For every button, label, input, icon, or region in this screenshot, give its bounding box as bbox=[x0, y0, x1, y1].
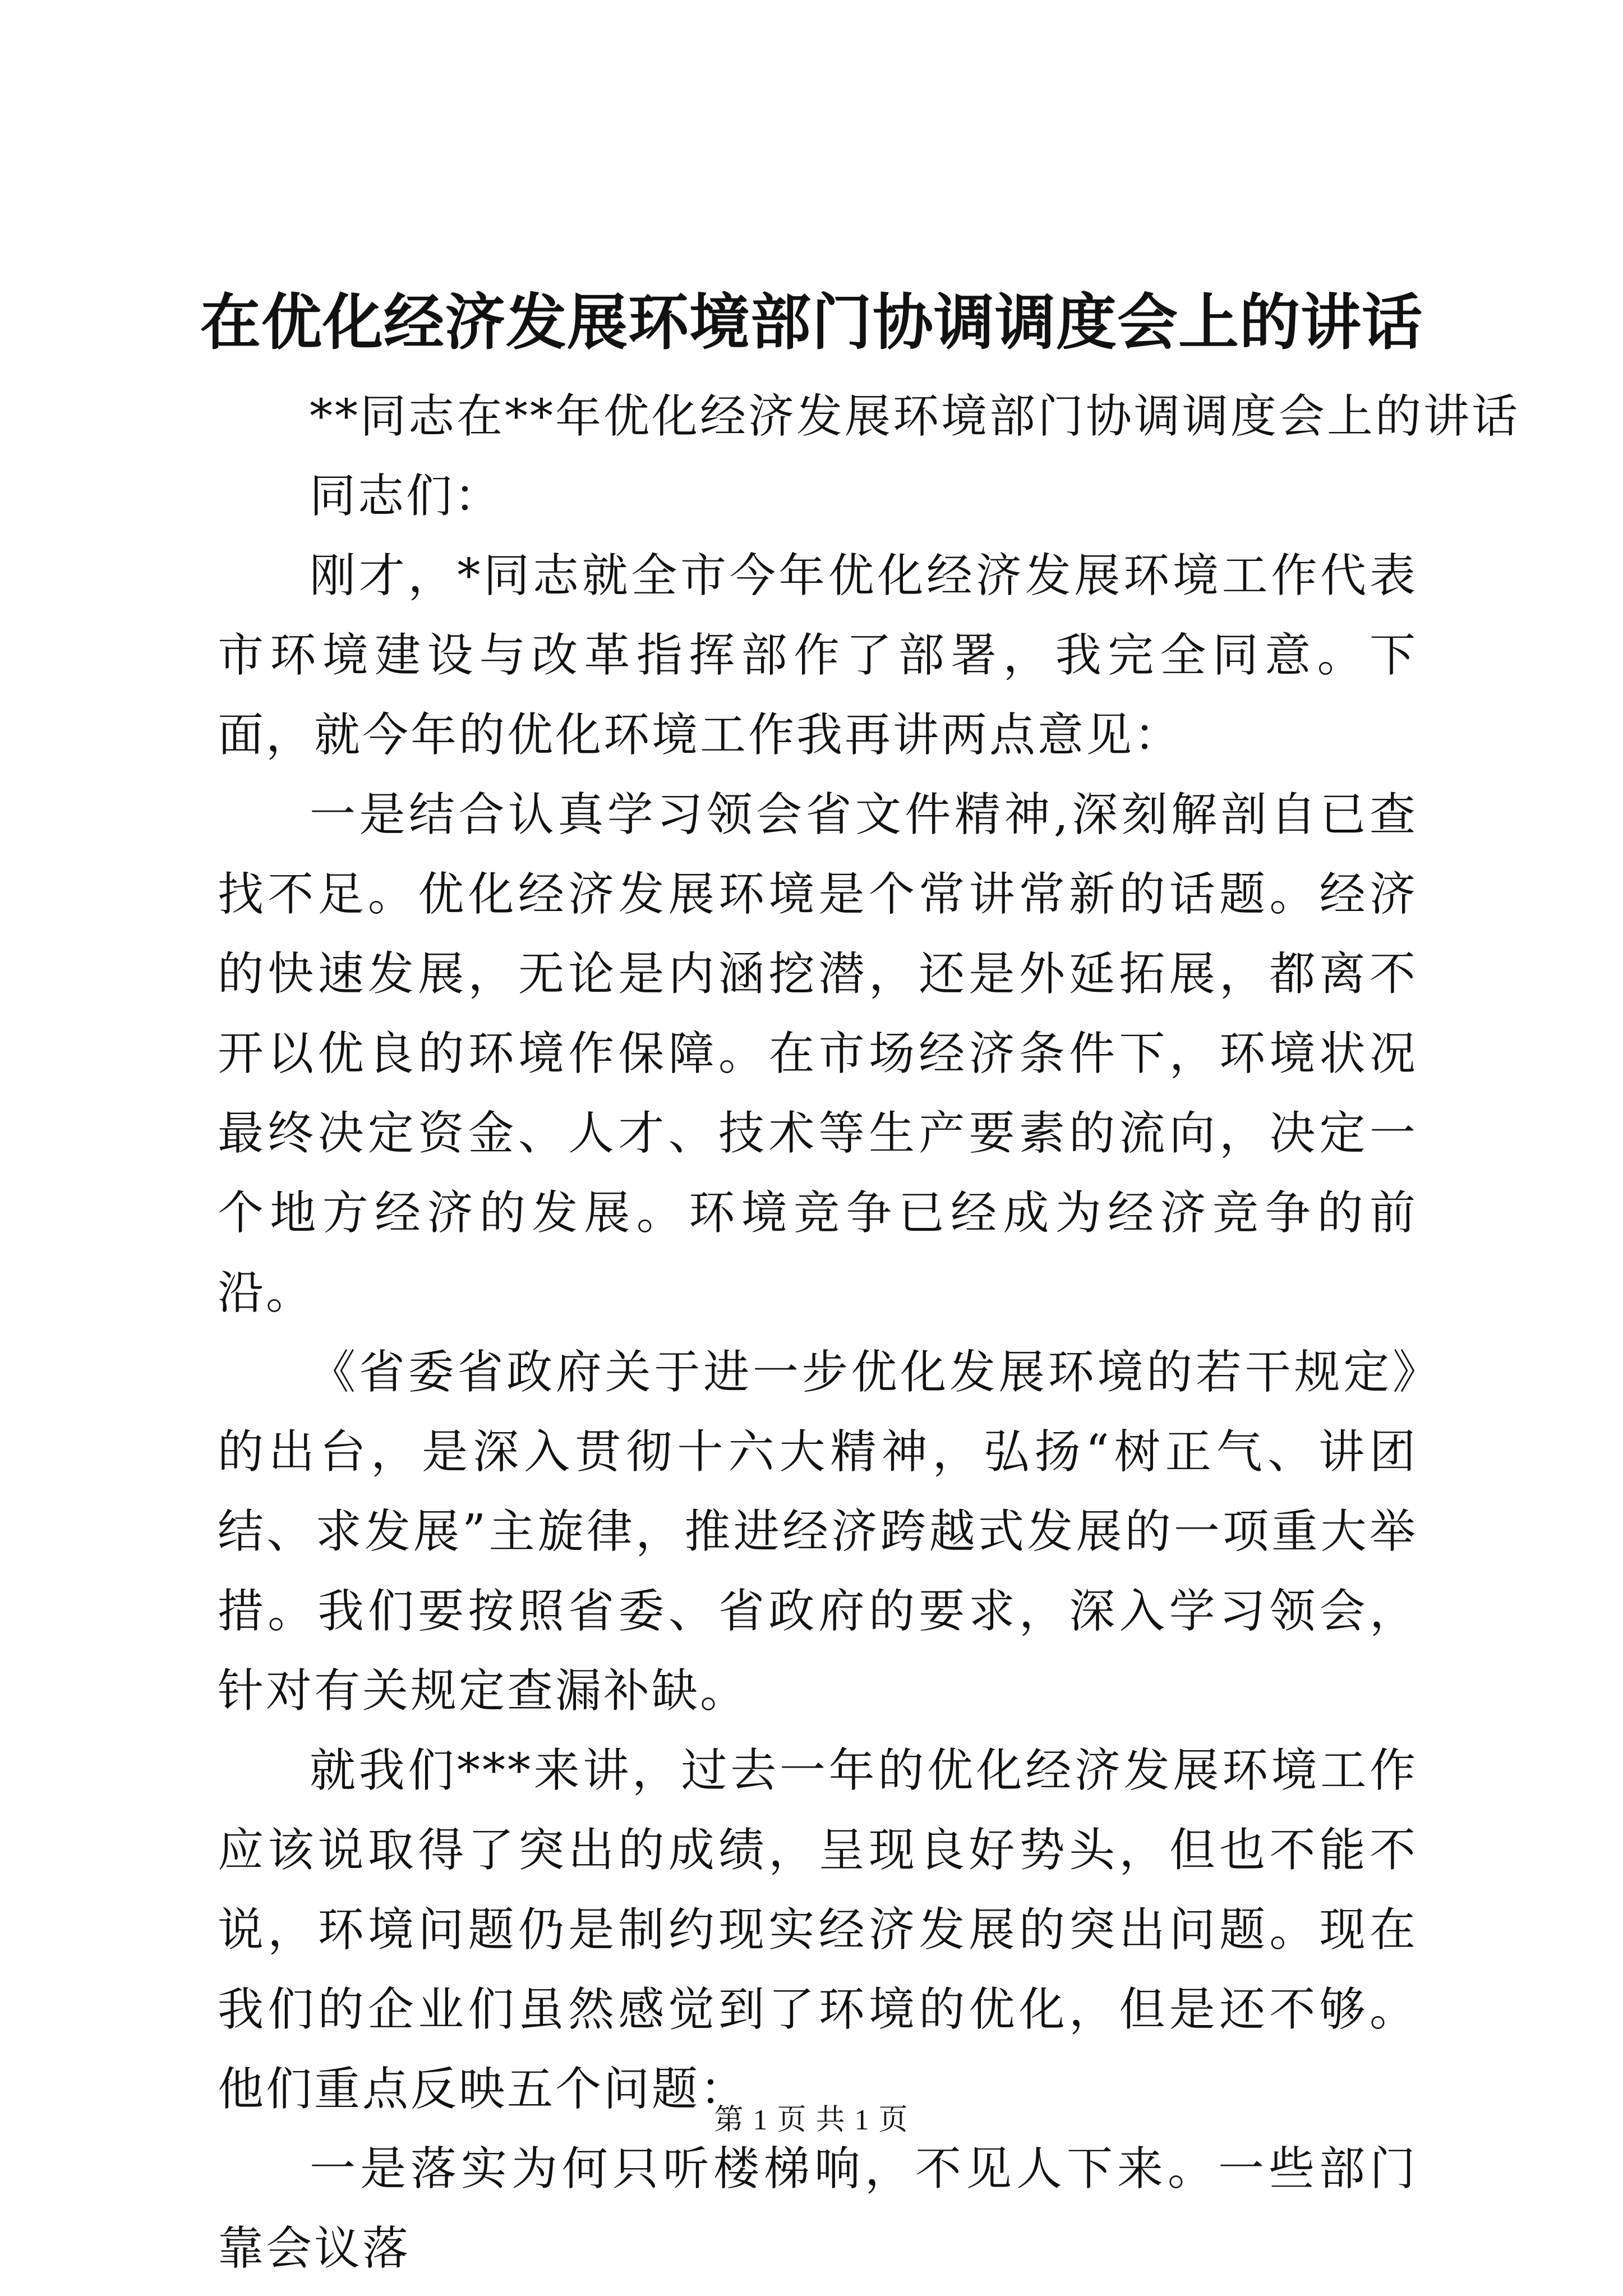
speech-subtitle: **同志在**年优化经济发展环境部门协调调度会上的讲话 bbox=[310, 390, 1520, 443]
body-paragraph: 就我们***来讲，过去一年的优化经济发展环境工作应该说取得了突出的成绩，呈现良好势头，但也不能不说，环境问题仍是制约现实经济发展的突出问题。现在我们的企业们虽然感觉到了环境的优化，但是还不够。他们重点反映五个问题： bbox=[218, 1744, 1418, 2116]
body-paragraph: 《省委省政府关于进一步优化发展环境的若干规定》的出台，是深入贯彻十六大精神，弘扬“树正气、讲团结、求发展”主旋律，推进经济跨越式发展的一项重大举措。我们要按照省委、省政府的要求，深入学习领会，针对有关规定查漏补缺。 bbox=[218, 1346, 1418, 1718]
body-paragraph: 刚才，*同志就全市今年优化经济发展环境工作代表市环境建设与改革指挥部作了部署，我完全同意。下面，就今年的优化环境工作我再讲两点意见： bbox=[218, 549, 1418, 762]
salutation: 同志们： bbox=[310, 470, 503, 523]
body-paragraph: 一是结合认真学习领会省文件精神,深刻解剖自已查找不足。优化经济发展环境是个常讲常新的话题。经济的快速发展，无论是内涵挖潜，还是外延拓展，都离不开以优良的环境作保障。在市场经济条件下，环境状况最终决定资金、人才、技术等生产要素的流向，决定一个地方经济的发展。环境竞争已经成为经济竞争的前沿。 bbox=[218, 788, 1418, 1319]
document-title: 在优化经济发展环境部门协调调度会上的讲话 bbox=[200, 287, 1423, 358]
body-paragraph: 一是落实为何只听楼梯响，不见人下来。一些部门靠会议落 bbox=[218, 2142, 1418, 2275]
page-number-footer: 第 1 页 共 1 页 bbox=[714, 2104, 909, 2136]
document-body bbox=[218, 377, 1520, 2289]
